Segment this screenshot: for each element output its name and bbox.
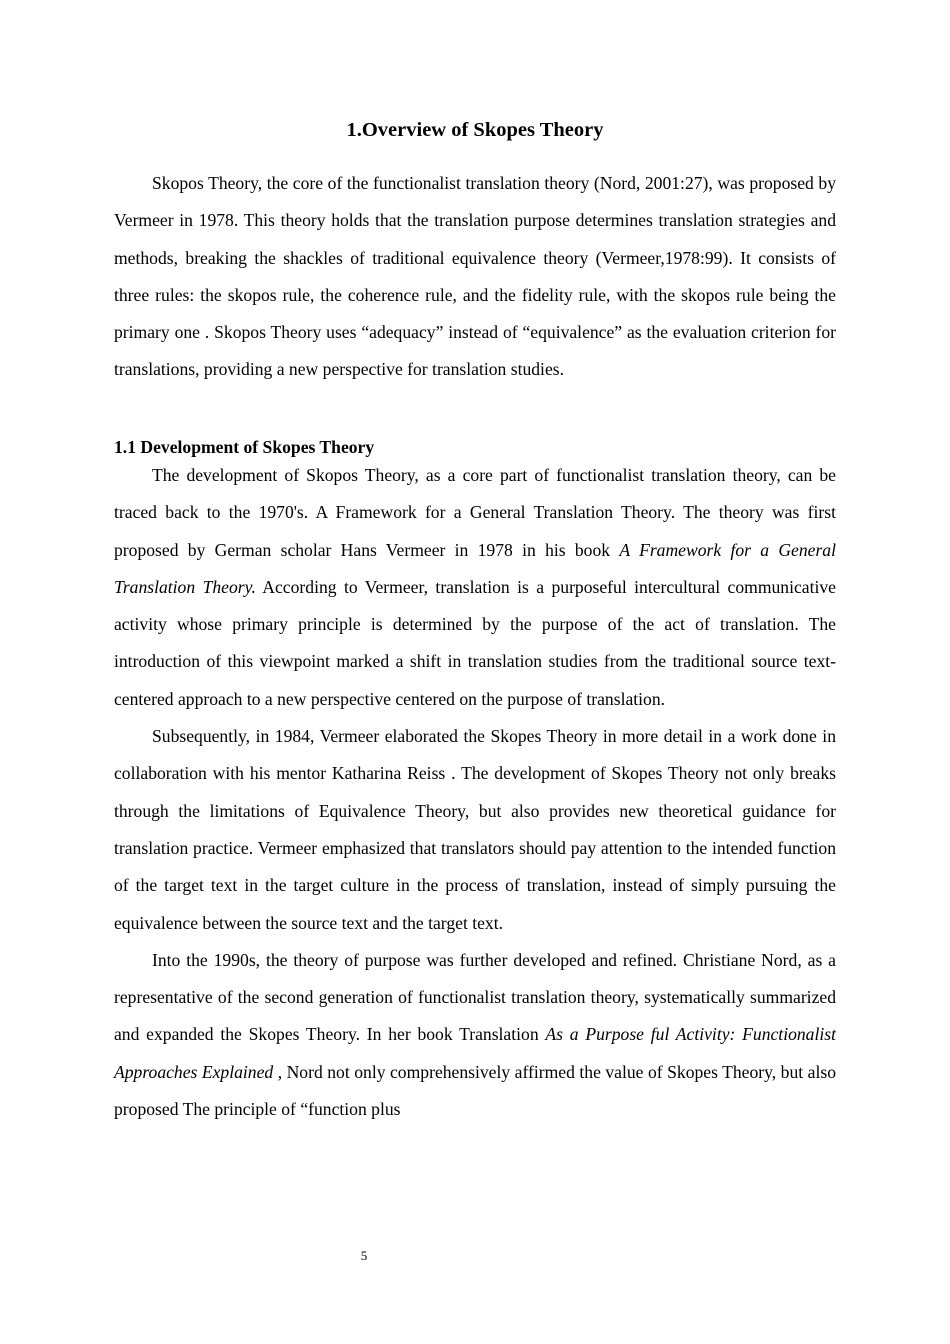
section-heading: 1.1 Development of Skopes Theory <box>114 437 375 457</box>
book-title-italic: A Framework for a General Translation Theory. <box>114 539 836 597</box>
paragraph-3-text-cont: , Nord not only comprehensively affirmed the value of Skopes Theory, but also proposed The principle of “function plus <box>114 1061 836 1120</box>
paragraph-3-text: Into the 1990s, the theory of purpose was further developed and refined. Christiane Nord, as a representative of the second generation of functionalist translation theory, systematically summarized and expanded the Skopes Theory. In her book Translation <box>114 949 836 1045</box>
paragraph-1-text-cont: According to Vermeer, translation is a purposeful intercultural communicative activity whose primary principle is determined by the purpose of the act of translation. The introduction of this viewpoint marked a shift in translation studies from the traditional source text-centered approach to a new perspective centered on the purpose of translation. <box>114 576 836 709</box>
paragraph-2: Subsequently, in 1984, Vermeer elaborated the Skopes Theory in more detail in a work done in collaboration with his mentor Katharina Reiss . The development of Skopes Theory not only breaks through the limitations of Equivalence Theory, but also provides new theoretical guidance for translation practice. Vermeer emphasized that translators should pay attention to the intended function of the target text in the target culture in the process of translation, instead of simply pursuing the equivalence between the source text and the target text. <box>114 726 836 933</box>
development-section <box>114 457 836 1128</box>
page-number: 5 <box>360 1248 368 1263</box>
nord-book-title-italic: As a Purpose ful Activity: Functionalist Approaches Explained <box>114 1024 836 1082</box>
intro-paragraph: Skopos Theory, the core of the functionalist translation theory (Nord, 2001:27), was proposed by Vermeer in 1978. This theory holds that the translation purpose determines translation strategies and methods, breaking the shackles of traditional equivalence theory (Vermeer,1978:99). It consists of three rules: the skopos rule, the coherence rule, and the fidelity rule, with the skopos rule being the primary one . Skopos Theory uses “adequacy” instead of “equivalence” as the evaluation criterion for translations, providing a new perspective for translation studies. <box>114 173 836 380</box>
paragraph-1-text: The development of Skopos Theory, as a core part of functionalist translation theory, can be traced back to the 1970's. A Framework for a General Translation Theory. The theory was first proposed by German scholar Hans Vermeer in 1978 in his book <box>114 465 836 560</box>
paragraph-3 <box>114 942 836 1128</box>
page-title: 1.Overview of Skopes Theory <box>346 119 604 141</box>
intro-section <box>114 165 836 389</box>
paragraph-1 <box>114 457 836 718</box>
